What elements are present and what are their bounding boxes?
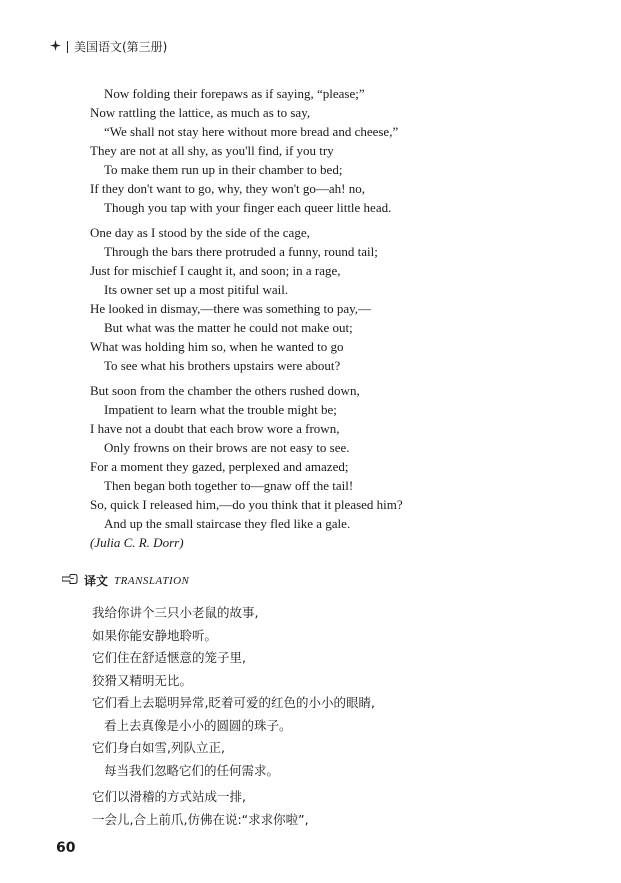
poem-line: Now rattling the lattice, as much as to say, (90, 105, 311, 120)
poem-line: For a moment they gazed, perplexed and amazed; (90, 459, 349, 474)
poem-line: I have not a doubt that each brow wore a frown, (90, 421, 340, 436)
book-title: 美国语文(第三册) (74, 40, 168, 54)
translation-line: 它们住在舒适惬意的笼子里, (92, 650, 246, 665)
page-number: 60 (56, 840, 76, 856)
translation-line: 看上去真像是小小的圆圆的珠子。 (104, 717, 292, 733)
poem-line: Only frowns on their brows are not easy to see. (104, 440, 350, 455)
poem-line: And up the small staircase they fled like a gale. (104, 516, 351, 531)
poem-line: Though you tap with your finger each queer little head. (104, 200, 392, 215)
poem-line: Then began both together to—gnaw off the tail! (104, 478, 354, 493)
poem-line: Impatient to learn what the trouble might be; (104, 402, 337, 417)
poem-line: They are not at all shy, as you'll find, if you try (90, 143, 334, 158)
poem-line: What was holding him so, when he wanted to go (90, 339, 344, 354)
translation-heading-en: TRANSLATION (114, 574, 190, 587)
translation-body (92, 602, 375, 831)
poem-line: To make them run up in their chamber to bed; (104, 162, 343, 177)
poem-line: Its owner set up a most pitiful wail. (104, 282, 289, 297)
translation-line: 每当我们忽略它们的任何需求。 (104, 762, 280, 778)
pointing-hand-icon (62, 573, 78, 588)
translation-line: 它们身白如雪,列队立正, (92, 740, 225, 755)
translation-heading (62, 572, 189, 589)
poem-line: One day as I stood by the side of the cage, (90, 225, 310, 240)
poem-line: “We shall not stay here without more bread and cheese,” (104, 124, 399, 139)
running-header (50, 38, 167, 55)
poem-body (90, 84, 403, 552)
poem-line: So, quick I released him,—do you think that it pleased him? (90, 497, 403, 512)
translation-heading-zh: 译文 (84, 574, 109, 588)
poem-line: To see what his brothers upstairs were about? (104, 358, 341, 373)
poem-line: He looked in dismay,—there was something to pay,— (90, 301, 372, 316)
translation-line: 它们看上去聪明异常,眨着可爱的红色的小小的眼睛, (92, 695, 375, 710)
poem-line: Through the bars there protruded a funny, round tail; (104, 244, 378, 259)
translation-line: 它们以滑稽的方式站成一排, (92, 789, 246, 804)
header-divider (67, 41, 68, 53)
poem-line: Now folding their forepaws as if saying, “please;” (104, 86, 365, 101)
poem-author: (Julia C. R. Dorr) (90, 535, 184, 550)
poem-line: If they don't want to go, why, they won't go—ah! no, (90, 181, 365, 196)
four-point-star-icon (50, 40, 61, 54)
poem-line: Just for mischief I caught it, and soon; in a rage, (90, 263, 341, 278)
poem-line: But what was the matter he could not make out; (104, 320, 353, 335)
poem-line: But soon from the chamber the others rushed down, (90, 383, 360, 398)
translation-line: 狡猾又精明无比。 (92, 672, 193, 688)
translation-line: 一会儿,合上前爪,仿佛在说:“求求你啦”, (92, 811, 309, 827)
translation-line: 我给你讲个三只小老鼠的故事, (92, 605, 259, 620)
translation-line: 如果你能安静地聆听。 (92, 627, 218, 643)
